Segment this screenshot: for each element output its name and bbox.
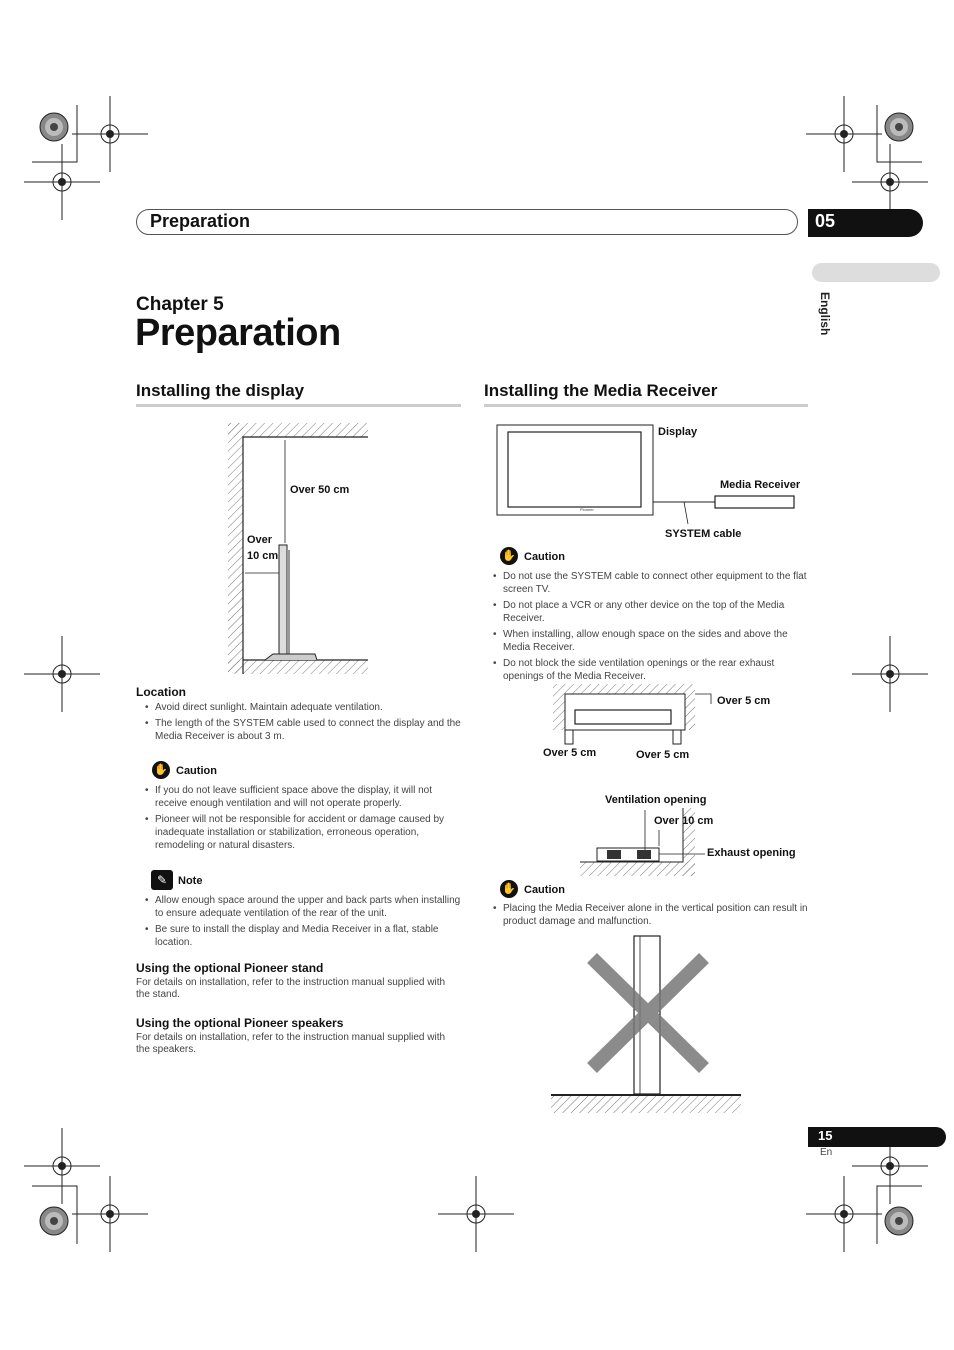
- caution-label: Caution: [176, 765, 217, 777]
- caution-list: [493, 902, 809, 931]
- caution-hand-icon: ✋: [500, 547, 518, 565]
- stand-text: For details on installation, refer to the instruction manual supplied with the stand.: [136, 977, 446, 1000]
- vertical-placement-prohibited-diagram: [548, 932, 746, 1116]
- label-over-10-b: 10 cm: [247, 550, 279, 562]
- language-tab: English: [818, 292, 832, 336]
- connection-diagram: [490, 420, 808, 548]
- receiver-side-clearance-diagram: [535, 680, 775, 762]
- note-label: Note: [178, 875, 203, 887]
- chapter-label: Chapter 5: [136, 294, 224, 315]
- label-over5-right: Over 5 cm: [717, 695, 771, 707]
- label-over10: Over 10 cm: [654, 815, 714, 827]
- note-item: • Allow enough space around the upper and back parts when installing to ensure adequate ventilation of the rear of the unit.: [145, 894, 461, 920]
- caution-item: • Placing the Media Receiver alone in the vertical position can result in product damage and malfunction.: [493, 902, 809, 928]
- svg-text:Pioneer: Pioneer: [580, 507, 594, 512]
- note-list: [145, 894, 461, 952]
- section-rule: [484, 404, 808, 407]
- label-ventilation: Ventilation opening: [605, 794, 707, 806]
- label-over5-left: Over 5 cm: [543, 747, 597, 759]
- label-display: Display: [658, 426, 698, 438]
- caution-item: • Do not use the SYSTEM cable to connect other equipment to the flat screen TV.: [493, 570, 809, 596]
- caution-hand-icon: ✋: [152, 761, 170, 779]
- note-item: • Be sure to install the display and Media Receiver in a flat, stable location.: [145, 923, 461, 949]
- page-language: En: [820, 1147, 833, 1158]
- page-number: 15: [818, 1128, 833, 1143]
- caution-item: • Do not place a VCR or any other device on the top of the Media Receiver.: [493, 599, 809, 625]
- caution-item: • When installing, allow enough space on the sides and above the Media Receiver.: [493, 628, 809, 654]
- label-exhaust: Exhaust opening: [707, 847, 796, 859]
- header-title: Preparation: [150, 211, 251, 231]
- location-heading: Location: [136, 685, 186, 699]
- location-list: [145, 701, 461, 746]
- stand-heading: Using the optional Pioneer stand: [136, 961, 324, 975]
- display-clearance-diagram: [225, 420, 375, 678]
- section-title-receiver: Installing the Media Receiver: [484, 381, 718, 400]
- page-title: Preparation: [135, 312, 341, 354]
- caution-label: Caution: [524, 551, 565, 563]
- caution-item: • Do not block the side ventilation openings or the rear exhaust openings of the Media Receiver.: [493, 657, 809, 683]
- label-over-10-a: Over: [247, 534, 273, 546]
- label-system-cable: SYSTEM cable: [665, 528, 742, 540]
- label-media-receiver: Media Receiver: [720, 479, 801, 491]
- chapter-number: 05: [815, 211, 836, 231]
- speakers-heading: Using the optional Pioneer speakers: [136, 1016, 344, 1030]
- section-title-display: Installing the display: [136, 381, 305, 400]
- caution-item: • If you do not leave sufficient space above the display, it will not receive enough ventilation and will not operate properly.: [145, 784, 461, 810]
- location-item: • Avoid direct sunlight. Maintain adequate ventilation.: [145, 701, 461, 714]
- note-pencil-icon: ✎: [151, 870, 173, 890]
- caution-hand-icon: ✋: [500, 880, 518, 898]
- language-tab-bar: [812, 263, 940, 282]
- location-item: • The length of the SYSTEM cable used to connect the display and the Media Receiver is about 3 m.: [145, 717, 461, 743]
- speakers-text: For details on installation, refer to the instruction manual supplied with the speakers.: [136, 1032, 446, 1055]
- label-over5-bottom: Over 5 cm: [636, 749, 690, 761]
- label-over-50: Over 50 cm: [290, 484, 350, 496]
- caution-item: • Pioneer will not be responsible for accident or damage caused by inadequate installation or stabilization, erroneous operation, remodeling or natural disasters.: [145, 813, 461, 852]
- caution-list: [493, 570, 809, 686]
- caution-list: [145, 784, 461, 855]
- section-rule: [136, 404, 461, 407]
- receiver-rear-clearance-diagram: [575, 788, 805, 880]
- caution-label: Caution: [524, 884, 565, 896]
